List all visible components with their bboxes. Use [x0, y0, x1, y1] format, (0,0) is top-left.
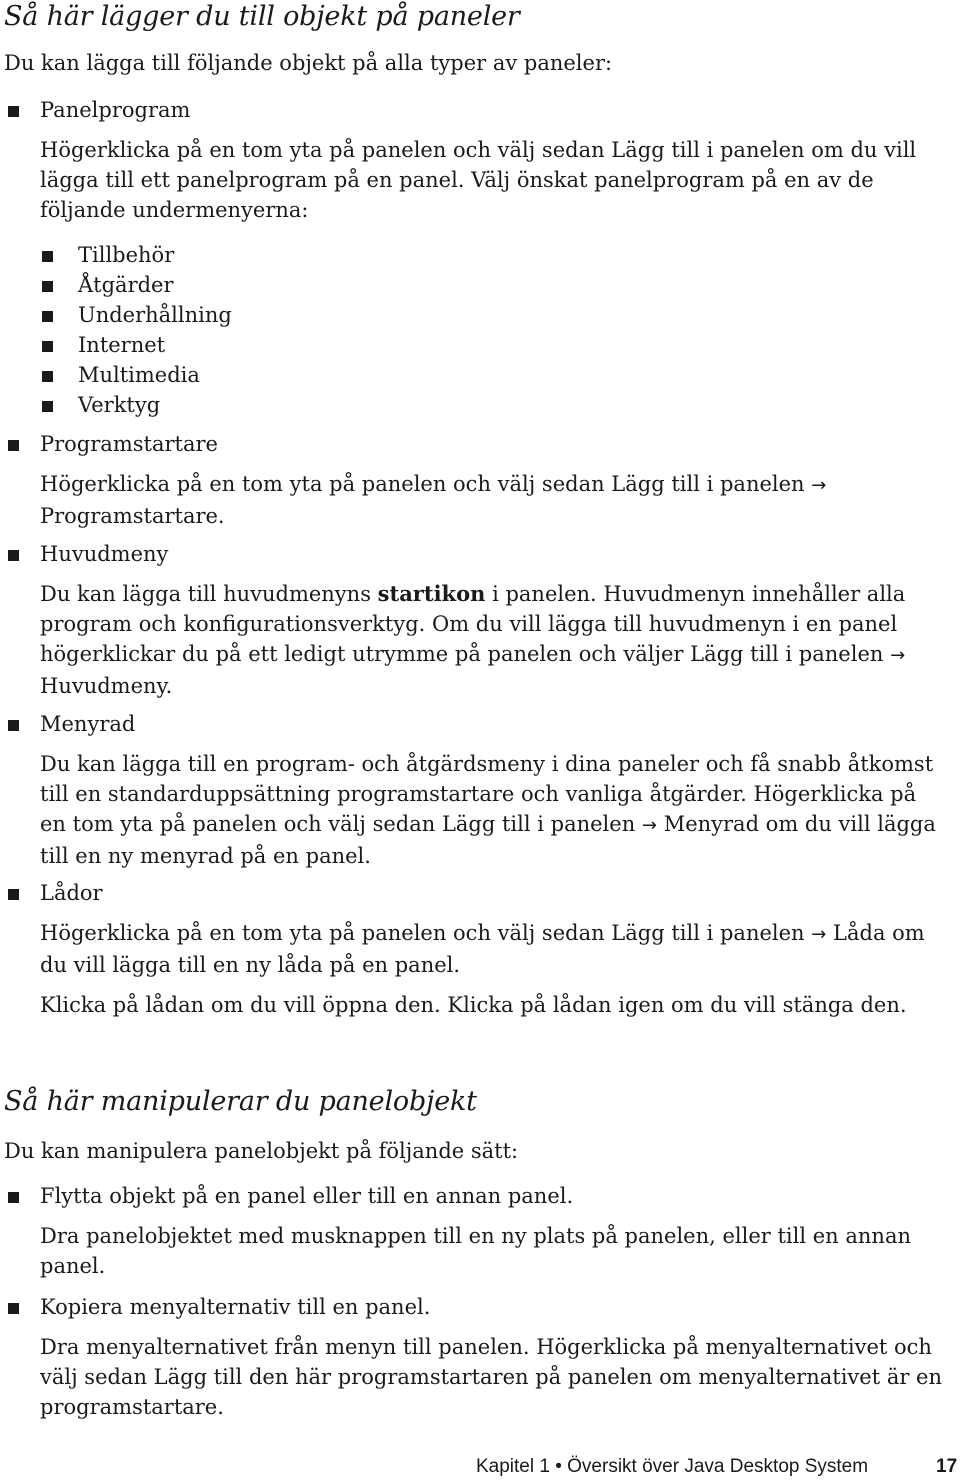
- item-paragraph: Dra menyalternativet från menyn till panelen. Högerklicka på menyalternativet och välj sedan Lägg till den här programstartaren på panelen om menyalternativet är en programstartare.: [40, 1335, 943, 1419]
- item-paragraph: Högerklicka på en tom yta på panelen och välj sedan Lägg till i panelen om du vill lägga till ett panelprogram på en panel. Välj önskat panelprogram på en av de följande undermenyerna:: [40, 138, 917, 222]
- submenu-label: Tillbehör: [78, 243, 175, 267]
- section-intro: Du kan lägga till följande objekt på alla typer av paneler:: [4, 51, 613, 75]
- item-body: [40, 579, 950, 701]
- section-heading-manipulate: Så här manipulerar du panelobjekt: [4, 1086, 477, 1117]
- item-paragraph: Högerklicka på en tom yta på panelen och välj sedan Lägg till i panelen → Låda om du vill lägga till en ny låda på en panel.: [40, 921, 925, 977]
- submenu-label: Verktyg: [78, 393, 161, 417]
- item-title: Programstartare: [40, 432, 218, 456]
- item-paragraph: Du kan lägga till en program- och åtgärdsmeny i dina paneler och få snabb åtkomst till en standarduppsättning programstartare och vanliga åtgärder. Högerklicka på en tom yta på panelen och välj sedan Lägg till i panelen → Menyrad om du vill lägga till en ny menyrad på en panel.: [40, 752, 936, 868]
- arrow-icon: →: [811, 475, 827, 496]
- bullet-icon: [8, 106, 19, 117]
- item-title: Lådor: [40, 881, 103, 905]
- submenu-label: Internet: [78, 333, 166, 357]
- bullet-icon: [42, 311, 53, 322]
- bullet-icon: [8, 889, 19, 900]
- section-intro: Du kan manipulera panelobjekt på följande sätt:: [4, 1139, 519, 1163]
- submenu-label: Multimedia: [78, 363, 200, 387]
- item-title: Kopiera menyalternativ till en panel.: [40, 1295, 431, 1319]
- bullet-icon: [8, 440, 19, 451]
- item-title: Menyrad: [40, 712, 136, 736]
- bullet-icon: [42, 281, 53, 292]
- item-title: Flytta objekt på en panel eller till en annan panel.: [40, 1184, 574, 1208]
- section-heading-add-objects: Så här lägger du till objekt på paneler: [4, 1, 520, 32]
- bullet-icon: [42, 371, 53, 382]
- item-body: [40, 918, 950, 1020]
- chapter-label: Kapitel 1 • Översikt över Java Desktop System: [476, 1456, 869, 1477]
- bullet-icon: [8, 1303, 19, 1314]
- bullet-icon: [8, 720, 19, 731]
- page-footer: [0, 1453, 960, 1481]
- item-paragraph: Högerklicka på en tom yta på panelen och välj sedan Lägg till i panelen → Programstartare.: [40, 472, 827, 528]
- arrow-icon: →: [811, 924, 827, 945]
- bullet-icon: [8, 550, 19, 561]
- item-body: [40, 1221, 950, 1281]
- bullet-icon: [8, 1192, 19, 1203]
- arrow-icon: →: [641, 815, 657, 836]
- item-paragraph: Du kan lägga till huvudmenyns startikon i panelen. Huvudmenyn innehåller alla program och konfigurationsverktyg. Om du vill lägga till huvudmenyn i en panel högerklickar du på ett ledigt utrymme på panelen och väljer Lägg till i panelen → Huvudmeny.: [40, 581, 906, 698]
- bullet-icon: [42, 251, 53, 262]
- submenu-label: Åtgärder: [78, 273, 174, 297]
- submenu-label: Underhållning: [78, 303, 232, 327]
- page-number: 17: [936, 1456, 958, 1477]
- item-body: [40, 1332, 955, 1422]
- item-title: Panelprogram: [40, 98, 191, 122]
- item-paragraph: Dra panelobjektet med musknappen till en ny plats på panelen, eller till en annan panel.: [40, 1224, 911, 1278]
- item-body: [40, 135, 958, 225]
- item-title: Huvudmeny: [40, 542, 169, 566]
- bullet-icon: [42, 341, 53, 352]
- item-body: [40, 469, 940, 531]
- arrow-icon: →: [890, 645, 906, 666]
- bullet-icon: [42, 401, 53, 412]
- item-paragraph: Klicka på lådan om du vill öppna den. Klicka på lådan igen om du vill stänga den.: [40, 993, 907, 1017]
- item-body: [40, 749, 940, 871]
- startikon-term: startikon: [377, 581, 486, 606]
